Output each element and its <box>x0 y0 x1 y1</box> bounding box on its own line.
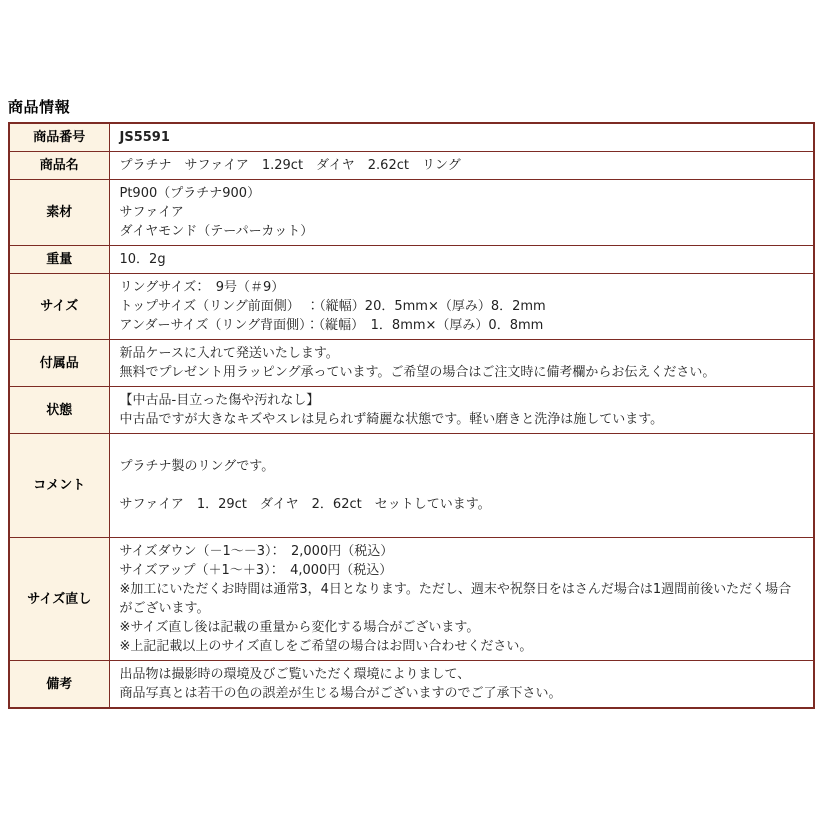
row-label: 商品番号 <box>9 123 109 152</box>
row-label: 備考 <box>9 661 109 709</box>
table-row <box>9 387 814 434</box>
row-label: 付属品 <box>9 340 109 387</box>
row-value: 出品物は撮影時の環境及びご覧いただく環境によりまして、 商品写真とは若干の色の誤差が生じる場合がございますのでご了承下さい。 <box>109 661 814 709</box>
table-row <box>9 180 814 246</box>
row-value: サイズダウン（－1～－3）： 2,000円（税込） サイズアップ（＋1～＋3）： 4,000円（税込） ※加工にいただくお時間は通常3，4日となります。ただし、週末や祝祭日をはさんだ場合は1週間前後いただく場合がございます。 ※サイズ直し後は記載の重量から変化する場合がございます。 ※上記記載以上のサイズ直しをご希望の場合はお問い合わせください。 <box>109 538 814 661</box>
row-value: JS5591 <box>109 123 814 152</box>
row-value: 10．2g <box>109 246 814 274</box>
row-label: サイズ直し <box>9 538 109 661</box>
page-title: 商品情報 <box>8 98 71 116</box>
table-row <box>9 661 814 709</box>
row-value: Pt900（プラチナ900） サファイア ダイヤモンド（テーパーカット） <box>109 180 814 246</box>
row-value: リングサイズ： 9号（＃9） トップサイズ（リング前面側） ：（縦幅）20．5mm×（厚み）8．2mm アンダーサイズ（リング背面側）：（縦幅） 1．8mm×（厚み）0．8mm <box>109 274 814 340</box>
product-info-table-body <box>9 123 814 708</box>
row-value: 新品ケースに入れて発送いたします。 無料でプレゼント用ラッピング承っています。ご希望の場合はご注文時に備考欄からお伝えください。 <box>109 340 814 387</box>
product-info-table <box>8 122 815 709</box>
row-label: サイズ <box>9 274 109 340</box>
table-row <box>9 434 814 538</box>
table-row <box>9 123 814 152</box>
row-label: 重量 <box>9 246 109 274</box>
row-label: 商品名 <box>9 152 109 180</box>
row-label: コメント <box>9 434 109 538</box>
row-label: 素材 <box>9 180 109 246</box>
table-row <box>9 538 814 661</box>
table-row <box>9 246 814 274</box>
table-row <box>9 274 814 340</box>
row-value: プラチナ製のリングです。 サファイア 1．29ct ダイヤ 2．62ct セットしています。 <box>109 434 814 538</box>
table-row <box>9 340 814 387</box>
row-value: 【中古品-目立った傷や汚れなし】 中古品ですが大きなキズやスレは見られず綺麗な状態です。軽い磨きと洗浄は施しています。 <box>109 387 814 434</box>
row-label: 状態 <box>9 387 109 434</box>
row-value: プラチナ サファイア 1.29ct ダイヤ 2.62ct リング <box>109 152 814 180</box>
table-row <box>9 152 814 180</box>
